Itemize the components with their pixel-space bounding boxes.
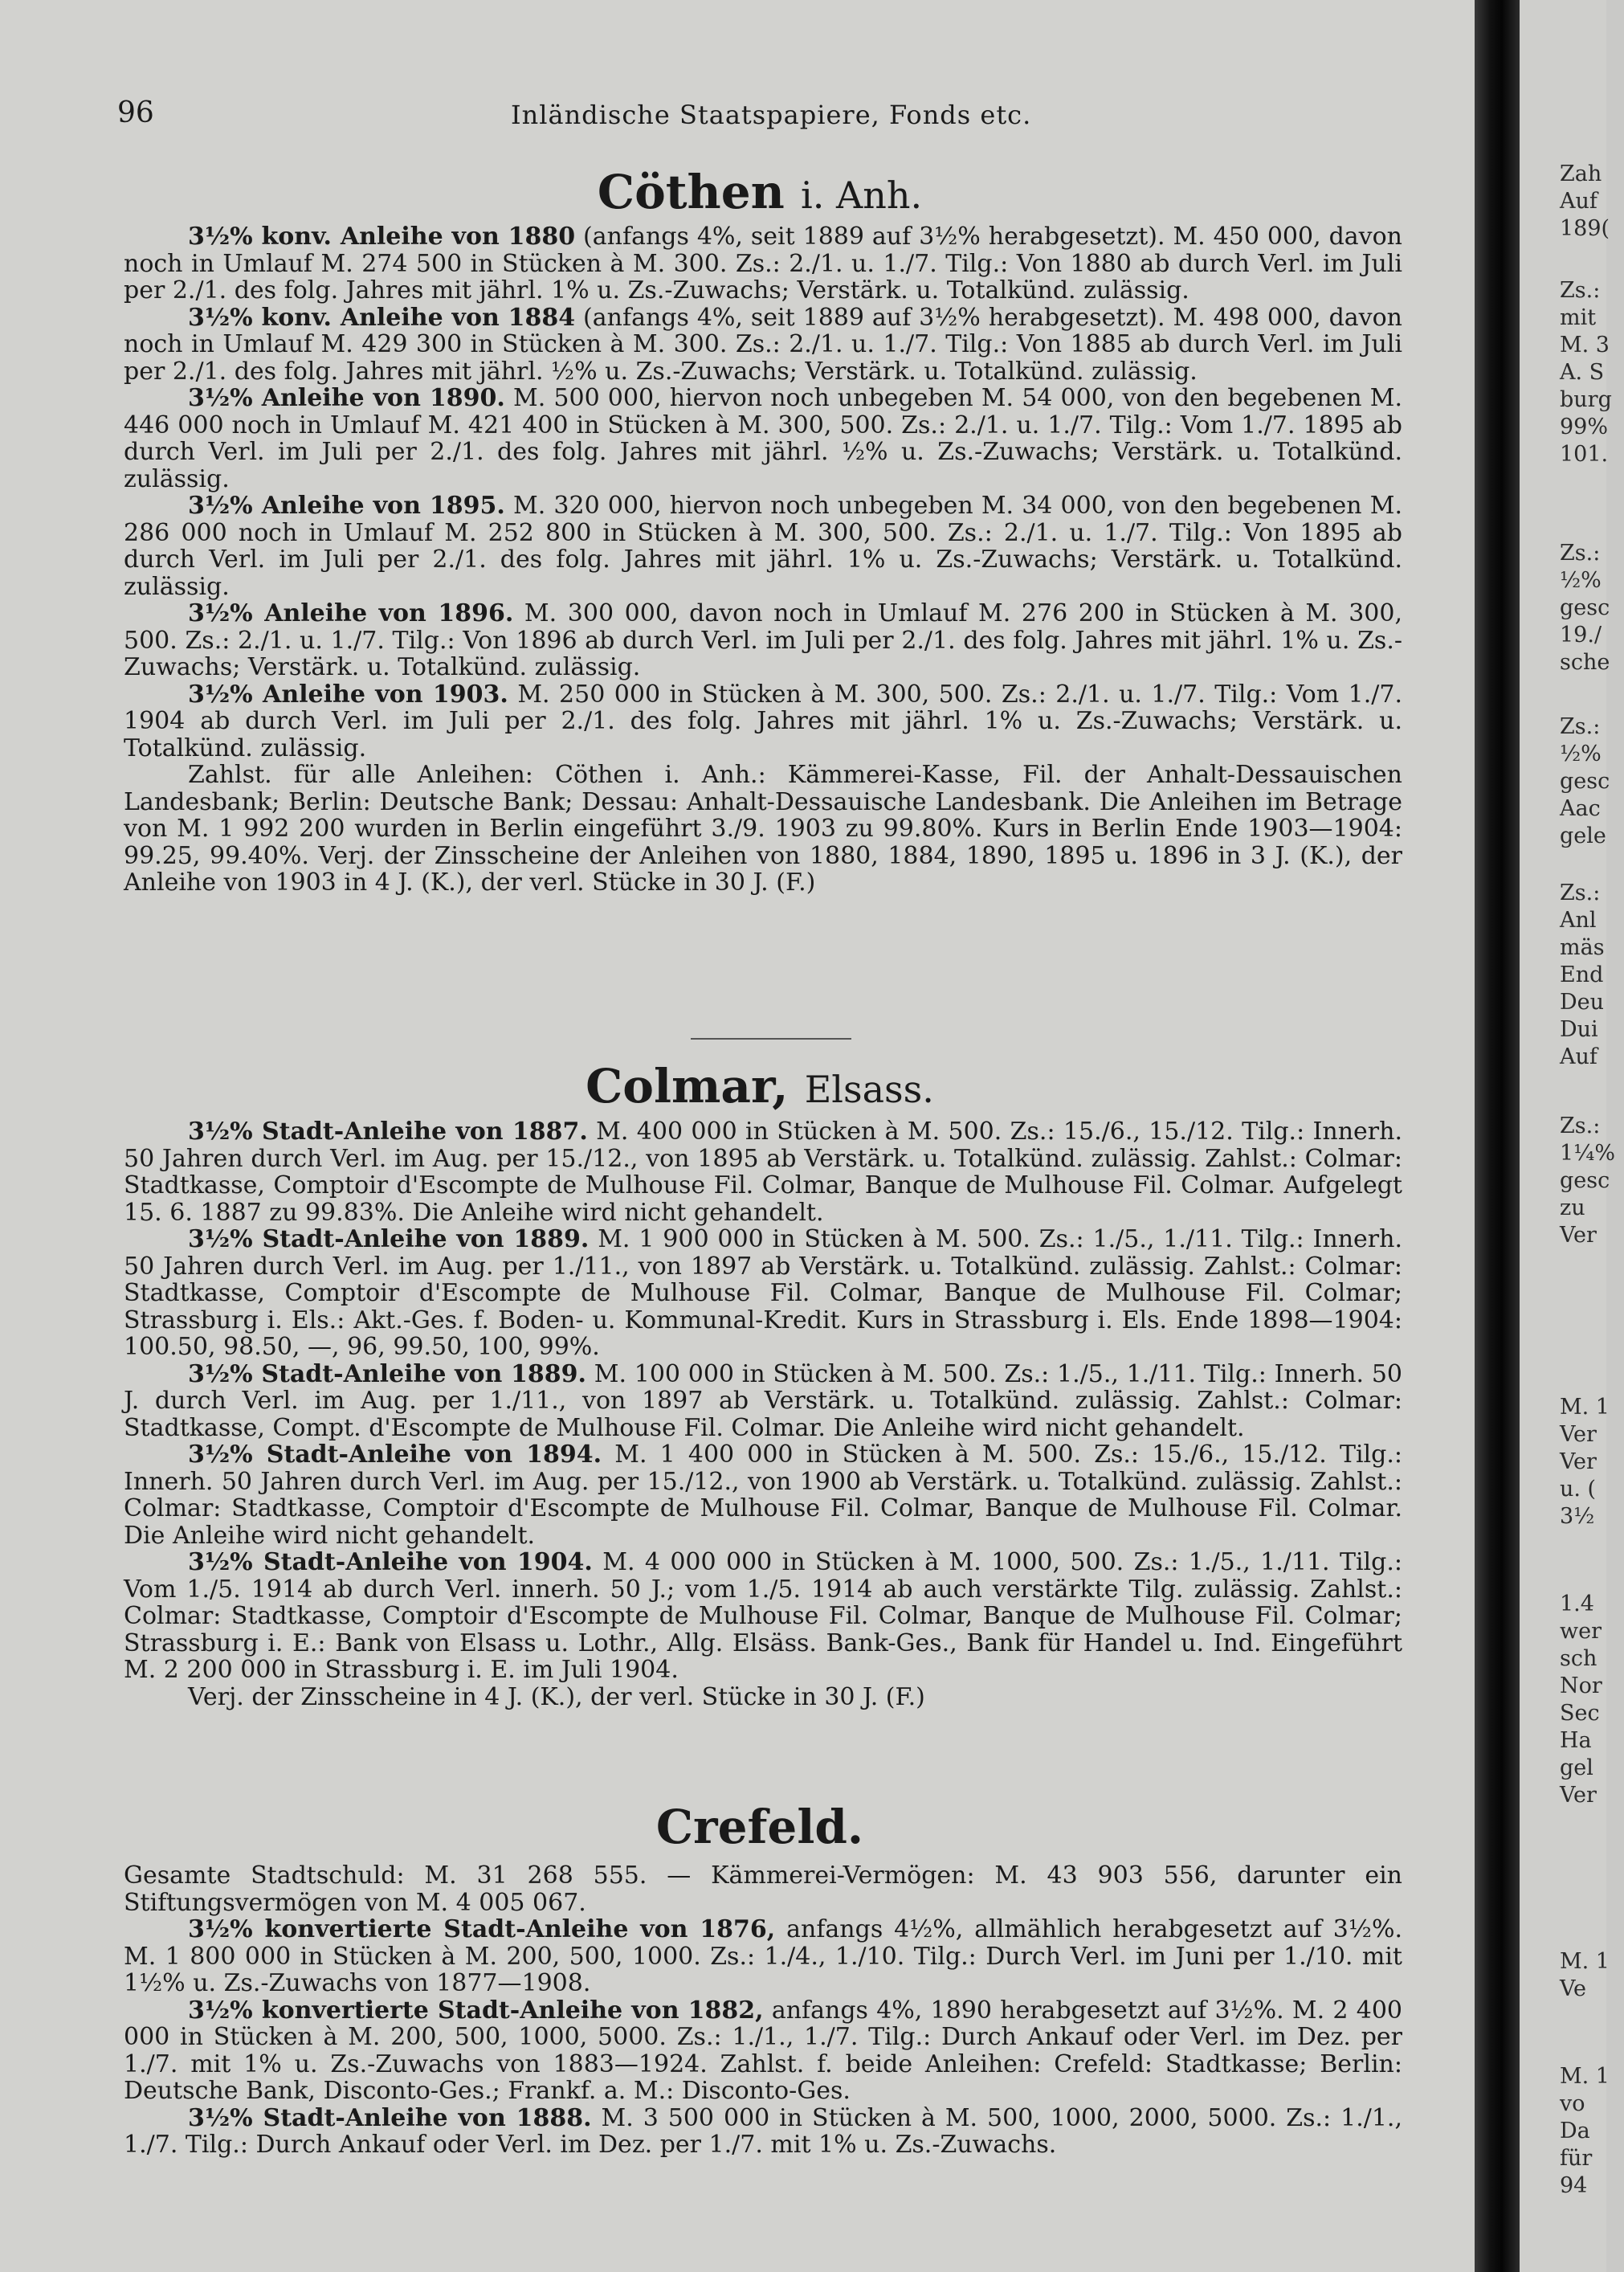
section-divider xyxy=(691,1038,851,1040)
section-body-coethen xyxy=(124,223,1402,897)
section-body-colmar xyxy=(124,1118,1402,1710)
adjacent-page-fragment: Zs.: xyxy=(1560,714,1601,739)
adjacent-page-fragment: M. 1 xyxy=(1560,2064,1610,2089)
loan-body: M. 300 000, davon noch in Umlauf M. 276 200 in Stücken à M. 300, 500. Zs.: 2./1. u. 1./7. Tilg.: Von 1896 ab durch Verl. im Juli per 2./1. des folg. Jahres mit jährl. 1% u. Zs.-Zuwachs; Verstärk. u. Totalkünd. zulässig. xyxy=(124,599,1402,681)
loan-entry xyxy=(124,1916,1402,1997)
adjacent-page-fragment: M. 1 xyxy=(1560,1949,1610,1974)
loan-body: (anfangs 4%, seit 1889 auf 3½% herabgesetzt). M. 498 000, davon noch in Umlauf M. 429 300 in Stücken à M. 300. Zs.: 2./1. u. 1./7. Tilg.: Von 1885 ab durch Verl. im Juli per 2./1. des folg. Jahres mit jährl. ½% u. Zs.-Zuwachs; Verstärk. u. Totalkünd. zulässig. xyxy=(124,303,1402,386)
running-head xyxy=(117,96,1402,137)
loan-body: M. 100 000 in Stücken à M. 500. Zs.: 1./5., 1./11. Tilg.: Innerh. 50 J. durch Verl. im Aug. per 1./11., von 1897 ab Verstärk. u. Totalkünd. zulässig. Zahlst.: Colmar: Stadtkasse, Compt. d'Escompte de Mulhouse Fil. Colmar. Die Anleihe wird nicht gehandelt. xyxy=(124,1359,1403,1442)
section-title: Cöthen xyxy=(597,165,785,219)
loan-body: M. 1 400 000 in Stücken à M. 500. Zs.: 15./6., 15./12. Tilg.: Innerh. 50 Jahren durch Verl. im Aug. per 15./12., von 1900 ab Verstärk. u. Totalkünd. zulässig. Zahlst.: Colmar: Stadtkasse, Comptoir d'Escompte de Mulhouse Fil. Colmar, Banque de Mulhouse Fil. Colmar. Die Anleihe wird nicht gehandelt. xyxy=(124,1440,1402,1550)
section-subtitle: i. Anh. xyxy=(801,174,923,217)
loan-head: 3½% Anleihe von 1903. xyxy=(188,680,508,709)
adjacent-page-fragment: A. S xyxy=(1560,360,1605,385)
loan-head: 3½% Stadt-Anleihe von 1889. xyxy=(188,1225,590,1253)
paying-agents-note xyxy=(124,762,1402,897)
adjacent-page-fragment: ½% xyxy=(1560,742,1602,766)
loan-head: 3½% Stadt-Anleihe von 1888. xyxy=(188,2103,592,2132)
adjacent-page-fragment: gesc xyxy=(1560,595,1610,620)
adjacent-page-fragment: M. 3 xyxy=(1560,333,1610,358)
adjacent-page-fragment: gesc xyxy=(1560,769,1610,794)
loan-entry xyxy=(124,600,1402,681)
adjacent-page-fragment: wer xyxy=(1560,1619,1602,1644)
adjacent-page-fragment: gesc xyxy=(1560,1168,1610,1193)
adjacent-page-fragment: Deu xyxy=(1560,990,1605,1015)
loan-head: 3½% Stadt-Anleihe von 1889. xyxy=(188,1359,586,1388)
adjacent-page-fragment: gele xyxy=(1560,823,1606,848)
loan-head: 3½% Anleihe von 1896. xyxy=(188,599,514,627)
adjacent-page-fragment: 189( xyxy=(1560,216,1610,241)
loan-head: 3½% konv. Anleihe von 1884 xyxy=(188,303,576,332)
loan-body: (anfangs 4%, seit 1889 auf 3½% herabgesetzt). M. 450 000, davon noch in Umlauf M. 274 500 in Stücken à M. 300. Zs.: 2./1. u. 1./7. Tilg.: Von 1880 ab durch Verl. im Juli per 2./1. des folg. Jahres mit jährl. 1% u. Zs.-Zuwachs; Verstärk. u. Totalkünd. zulässig. xyxy=(124,223,1402,304)
loan-body: anfangs 4%, 1890 herabgesetzt auf 3½%. M. 2 400 000 in Stücken à M. 200, 500, 1000, 5000. Zs.: 1./1., 1./7. Tilg.: Durch Ankauf oder Verl. im Dez. per 1./7. mit 1% u. Zs.-Zuwachs von 1883—1924. Zahlst. f. beide Anleihen: Crefeld: Stadtkasse; Berlin: Deutsche Bank, Disconto-Ges.; Frankf. a. M.: Disconto-Ges. xyxy=(124,1996,1402,2105)
loan-entry xyxy=(124,1997,1402,2105)
loan-head: 3½% Anleihe von 1895. xyxy=(188,492,505,520)
loan-entry xyxy=(124,1226,1402,1361)
loan-entry xyxy=(124,223,1402,304)
adjacent-page-fragment: End xyxy=(1560,962,1604,987)
adjacent-page-fragment: ½% xyxy=(1560,568,1602,593)
adjacent-page-fragment: Zs.: xyxy=(1560,278,1601,303)
section-title: Colmar, xyxy=(586,1059,789,1114)
adjacent-page-fragment: Anl xyxy=(1560,908,1597,933)
adjacent-page-fragment: 94 xyxy=(1560,2173,1588,2198)
loan-entry xyxy=(124,1118,1402,1226)
adjacent-page-fragment: Zs.: xyxy=(1560,1114,1601,1138)
adjacent-page-fragment: 99% xyxy=(1560,415,1609,439)
adjacent-page-fragment: Sec xyxy=(1560,1701,1600,1726)
loan-entry xyxy=(124,1549,1402,1684)
adjacent-page-fragment: 19./ xyxy=(1560,623,1602,648)
loan-head: 3½% Stadt-Anleihe von 1887. xyxy=(188,1118,588,1146)
loan-body: M. 400 000 in Stücken à M. 500. Zs.: 15./6., 15./12. Tilg.: Innerh. 50 Jahren durch Verl. im Aug. per 15./12., von 1895 ab Verstärk. u. Totalkünd. zulässig. Zahlst.: Colmar: Stadtkasse, Comptoir d'Escompte de Mulhouse Fil. Colmar, Banque de Mulhouse Fil. Colmar. Aufgelegt 15. 6. 1887 zu 99.83%. Die Anleihe wird nicht gehandelt. xyxy=(124,1118,1402,1227)
loan-head: 3½% konvertierte Stadt-Anleihe von 1882, xyxy=(188,1996,764,2025)
loan-body: M. 1 900 000 in Stücken à M. 500. Zs.: 1./5., 1./11. Tilg.: Innerh. 50 Jahren durch Verl. im Aug. per 1./11., von 1897 ab Verstärk. u. Totalkünd. zulässig. Zahlst.: Colmar: Stadtkasse, Comptoir d'Escompte de Mulhouse Fil. Colmar, Banque de Mulhouse Fil. Colmar; Strassburg i. Els.: Akt.-Ges. f. Boden- u. Kommunal-Kredit. Kurs in Strassburg i. Els. Ende 1898—1904: 100.50, 98.50, —, 96, 99.50, 100, 99%. xyxy=(124,1225,1402,1361)
adjacent-page-fragment: Auf xyxy=(1560,1044,1597,1069)
loan-entry xyxy=(124,1441,1402,1549)
loan-entry xyxy=(124,385,1402,492)
adjacent-page-fragment: 1¼% xyxy=(1560,1141,1616,1166)
adjacent-page-fragment: Zs.: xyxy=(1560,881,1601,905)
adjacent-page-fragment: zu xyxy=(1560,1195,1585,1220)
adjacent-page-fragment: Ver xyxy=(1560,1223,1597,1248)
adjacent-page-fragment: Nor xyxy=(1560,1673,1602,1698)
page-number: 96 xyxy=(117,96,154,129)
adjacent-page-fragment: Ha xyxy=(1560,1728,1592,1753)
loan-head: 3½% Stadt-Anleihe von 1894. xyxy=(188,1440,602,1469)
adjacent-page-fragment: Ver xyxy=(1560,1449,1597,1474)
section-subtitle: Elsass. xyxy=(804,1068,934,1111)
adjacent-page-fragment: 101. xyxy=(1560,442,1609,467)
adjacent-page-fragment: vo xyxy=(1560,2091,1585,2116)
adjacent-page-fragment: Zs.: xyxy=(1560,541,1601,566)
loan-entry xyxy=(124,492,1402,600)
loan-entry xyxy=(124,681,1402,762)
adjacent-page-fragment: Dui xyxy=(1560,1017,1598,1042)
prescription-note xyxy=(124,1684,1402,1711)
adjacent-page-fragment: Ver xyxy=(1560,1783,1597,1808)
adjacent-page-fragment: sche xyxy=(1560,650,1610,675)
adjacent-page-fragment: 3½ xyxy=(1560,1504,1595,1529)
section-heading-coethen xyxy=(117,165,1402,223)
loan-entry xyxy=(124,2105,1402,2159)
adjacent-page-fragment: sch xyxy=(1560,1646,1597,1671)
loan-head: 3½% konvertierte Stadt-Anleihe von 1876, xyxy=(188,1915,776,1943)
loan-body: M. 4 000 000 in Stücken à M. 1000, 500. Zs.: 1./5., 1./11. Tilg.: Vom 1./5. 1914 ab durch Verl. innerh. 50 J.; vom 1./5. 1914 ab auch verstärkte Tilg. zulässig. Zahlst.: Colmar: Stadtkasse, Comptoir d'Escompte de Mulhouse Fil. Colmar, Banque de Mulhouse Fil. Colmar; Strassburg i. E.: Bank von Elsass u. Lothr., Allg. Elsäss. Bank-Ges., Bank für Handel u. Ind. Eingeführt M. 2 200 000 in Strassburg i. E. im Juli 1904. xyxy=(124,1548,1402,1684)
adjacent-page-fragment: für xyxy=(1560,2146,1593,2171)
section-heading-colmar xyxy=(117,1059,1402,1117)
loan-entry xyxy=(124,1361,1402,1442)
section-body-crefeld xyxy=(124,1862,1402,2159)
loan-head: 3½% konv. Anleihe von 1880 xyxy=(188,223,576,251)
loan-body: Verj. der Zinsscheine in 4 J. (K.), der verl. Stücke in 30 J. (F.) xyxy=(188,1682,925,1711)
loan-body: M. 320 000, hiervon noch unbegeben M. 34 000, von den begebenen M. 286 000 noch in Umlauf M. 252 800 in Stücken à M. 300, 500. Zs.: 2./1. u. 1./7. Tilg.: Von 1895 ab durch Verl. im Juli per 2./1. des folg. Jahres mit jährl. 1% u. Zs.-Zuwachs; Verstärk. u. Totalkünd. zulässig. xyxy=(124,492,1403,601)
loan-body: M. 500 000, hiervon noch unbegeben M. 54 000, von den begebenen M. 446 000 noch in Umlauf M. 421 400 in Stücken à M. 300, 500. Zs.: 2./1. u. 1./7. Tilg.: Vom 1./7. 1895 ab durch Verl. im Juli per 2./1. des folg. Jahres mit jährl. ½% u. Zs.-Zuwachs; Verstärk. u. Totalkünd. zulässig. xyxy=(124,384,1403,493)
city-debt-summary: Gesamte Stadtschuld: M. 31 268 555. — Kämmerei-Vermögen: M. 43 903 556, darunter ein Stiftungsvermögen von M. 4 005 067. xyxy=(124,1861,1402,1917)
adjacent-page-fragment: burg xyxy=(1560,387,1612,412)
loan-body: M. 250 000 in Stücken à M. 300, 500. Zs.: 2./1. u. 1./7. Tilg.: Vom 1./7. 1904 ab durch Verl. im Juli per 2./1. des folg. Jahres mit jährl. 1% u. Zs.-Zuwachs; Verstärk. u. Totalkünd. zulässig. xyxy=(124,680,1402,762)
adjacent-page-fragment: Zah xyxy=(1560,161,1602,186)
adjacent-page-fragment: mäs xyxy=(1560,935,1605,960)
adjacent-page-fragment: mit xyxy=(1560,305,1597,330)
adjacent-page-fragment: gel xyxy=(1560,1755,1593,1780)
section-title: Crefeld. xyxy=(655,1800,864,1854)
adjacent-page-fragment: Aac xyxy=(1560,796,1601,821)
loan-body: Zahlst. für alle Anleihen: Cöthen i. Anh.: Kämmerei-Kasse, Fil. der Anhalt-Dessauischen Landesbank; Berlin: Deutsche Bank; Dessau: Anhalt-Dessauische Landesbank. Die Anleihen im Betrage von M. 1 992 200 wurden in Berlin eingeführt 3./9. 1903 zu 99.80%. Kurs in Berlin Ende 1903—1904: 99.25, 99.40%. Verj. der Zinsscheine der Anleihen von 1880, 1884, 1890, 1895 u. 1896 in 3 J. (K.), der Anleihe von 1903 in 4 J. (K.), der verl. Stücke in 30 J. (F.) xyxy=(124,761,1402,897)
adjacent-page-fragment: Ver xyxy=(1560,1422,1597,1447)
loan-entry xyxy=(124,304,1402,386)
adjacent-page-fragment: 1.4 xyxy=(1560,1592,1594,1616)
adjacent-page-fragment: Da xyxy=(1560,2119,1590,2143)
adjacent-page-fragment: M. 1 xyxy=(1560,1395,1610,1420)
adjacent-page-fragment: u. ( xyxy=(1560,1477,1597,1502)
loan-body: anfangs 4½%, allmählich herabgesetzt auf 3½%. M. 1 800 000 in Stücken à M. 200, 500, 1000. Zs.: 1./4., 1./10. Tilg.: Durch Verl. im Juni per 1./10. mit 1½% u. Zs.-Zuwachs von 1877—1908. xyxy=(124,1915,1402,1997)
adjacent-page-fragment: Auf xyxy=(1560,189,1597,214)
page-header: Inländische Staatspapiere, Fonds etc. xyxy=(511,100,1032,130)
book-binding-gutter xyxy=(1475,0,1520,2272)
section-heading-crefeld xyxy=(117,1800,1402,1854)
adjacent-page-fragment: Ve xyxy=(1560,1976,1586,2001)
loan-body: M. 3 500 000 in Stücken à M. 500, 1000, 2000, 5000. Zs.: 1./1., 1./7. Tilg.: Durch Ankauf oder Verl. im Dez. per 1./7. mit 1% u. Zs.-Zuwachs. xyxy=(124,2103,1402,2159)
loan-head: 3½% Stadt-Anleihe von 1904. xyxy=(188,1548,593,1576)
loan-head: 3½% Anleihe von 1890. xyxy=(188,384,505,412)
adjacent-page-edge xyxy=(1520,0,1616,2272)
